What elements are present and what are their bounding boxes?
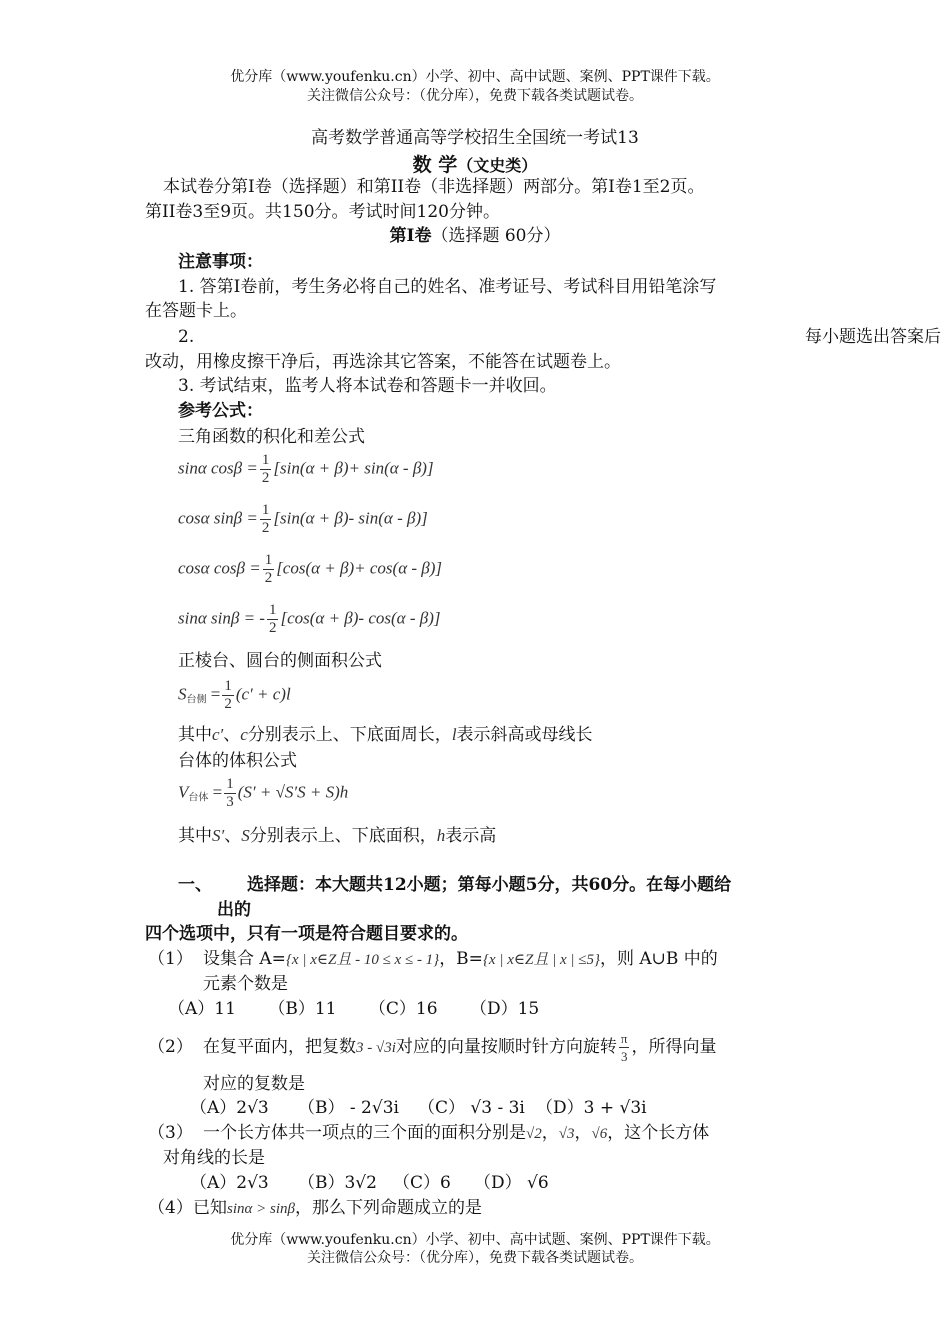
note-2b: 改动，用橡皮擦干净后，再选涂其它答案，不能答在试题卷上。 — [145, 352, 621, 372]
frustum-title: 正棱台、圆台的侧面积公式 — [178, 651, 382, 671]
section1-number: 一、 — [178, 875, 212, 895]
q2-number: （2） — [148, 1037, 193, 1057]
q1-options: （A）11 （B）11 （C）16 （D）15 — [168, 999, 540, 1019]
q2-option-a: （A）2√3 — [190, 1098, 269, 1118]
exam-subject — [0, 150, 950, 177]
frustum-note: 其中c′、c分别表示上、下底面周长，l表示斜高或母线长 — [178, 725, 593, 745]
q3-option-c: （C）6 — [393, 1173, 451, 1193]
section1-heading-b: 出的 — [217, 900, 251, 920]
q2-stem-cont: 对应的复数是 — [203, 1074, 305, 1094]
volume-title: 台体的体积公式 — [178, 751, 297, 771]
section1-heading-a: 选择题：本大题共12小题；第每小题5分，共60分。在每小题给 — [247, 875, 732, 895]
formula-1: sinα cosβ = $\frac{1}{2}$ [sin(α + β)+ sin(α - β)] — [178, 452, 434, 486]
formula-4: sinα sinβ = - $\frac{1}{2}$ [cos(α + β)- cos(α - β)] — [178, 602, 441, 636]
q3-option-b: （B）3√2 — [298, 1173, 377, 1193]
q2-option-c: （C） √3 - 3i — [418, 1098, 525, 1118]
subject-category: （文史类） — [457, 156, 538, 175]
exam-title: 高考数学普通高等学校招生全国统一考试13 — [311, 128, 639, 148]
header-line-2: 关注微信公众号：（优分库），免费下载各类试题试卷。 — [307, 88, 643, 104]
formula-lateral-area: $S_{台侧}$ = $\frac{1}{2}$ (c′ + c)l — [178, 678, 291, 712]
note-3: 3. 考试结束，监考人将本试卷和答题卡一并收回。 — [178, 376, 557, 396]
q2-option-b: （B） - 2√3i — [298, 1098, 399, 1118]
formulas-heading: 参考公式： — [178, 401, 263, 421]
intro-line-2: 第II卷3至9页。共150分。考试时间120分钟。 — [145, 202, 500, 222]
note-1a: 1. 答第Ⅰ卷前，考生务必将自己的姓名、准考证号、考试科目用铅笔涂写 — [178, 277, 717, 297]
subject-name: 数 学 — [412, 154, 458, 176]
q2-option-d: （D）3 + √3i — [536, 1098, 647, 1118]
part1-heading — [0, 225, 950, 247]
q3-stem: 一个长方体共一项点的三个面的面积分别是√2，√3，√6，这个长方体 — [203, 1123, 710, 1143]
q4-stem: 已知sinα > sinβ，那么下列命题成立的是 — [193, 1198, 482, 1218]
footer-line-1: 优分库（www.youfenku.cn）小学、初中、高中试题、案例、PPT课件下载。 — [230, 1232, 720, 1248]
q3-stem-cont: 对角线的长是 — [163, 1148, 265, 1168]
formula-3: cosα cosβ = $\frac{1}{2}$ [cos(α + β)+ cos(α - β)] — [178, 552, 443, 586]
part1-detail: （选择题 60分） — [431, 226, 561, 246]
note-1b: 在答题卡上。 — [145, 301, 247, 321]
q1-stem-cont: 元素个数是 — [203, 974, 288, 994]
intro-line-1: 本试卷分第I卷（选择题）和第II卷（非选择题）两部分。第I卷1至2页。 — [163, 177, 705, 197]
q3-option-d: （D） √6 — [474, 1173, 549, 1193]
trig-formulas-title: 三角函数的积化和差公式 — [178, 427, 365, 447]
formula-volume: $V_{台体}$ = $\frac{1}{3}$ (S′ + √S′S + S)h — [178, 776, 349, 810]
q3-number: （3） — [148, 1123, 193, 1143]
notes-heading: 注意事项： — [178, 252, 263, 272]
q1-number: （1） — [148, 949, 193, 969]
section1-heading-c: 四个选项中，只有一项是符合题目要求的。 — [145, 924, 468, 944]
part1-label: 第I卷 — [389, 226, 432, 246]
footer-line-2: 关注微信公众号：（优分库），免费下载各类试题试卷。 — [307, 1250, 643, 1266]
q4-number: （4） — [148, 1198, 193, 1218]
header-line-1: 优分库（www.youfenku.cn）小学、初中、高中试题、案例、PPT课件下载。 — [230, 69, 720, 85]
q1-stem: 设集合 A={x | x∈Z且 - 10 ≤ x ≤ - 1}，B={x | x∈Z且 | x | ≤5}，则 A∪B 中的 — [203, 949, 718, 969]
q3-option-a: （A）2√3 — [190, 1173, 269, 1193]
note-2a: 2. — [178, 327, 195, 347]
q2-stem: 在复平面内，把复数3 - √3i对应的向量按顺时针方向旋转 $\frac{\pi}{3}$ ，所得向量 — [203, 1031, 717, 1064]
volume-note: 其中S′、S分别表示上、下底面积，h表示高 — [178, 826, 497, 846]
note-2-right: 每小题选出答案后 — [805, 327, 941, 347]
formula-2: cosα sinβ = $\frac{1}{2}$ [sin(α + β)- sin(α - β)] — [178, 502, 428, 536]
